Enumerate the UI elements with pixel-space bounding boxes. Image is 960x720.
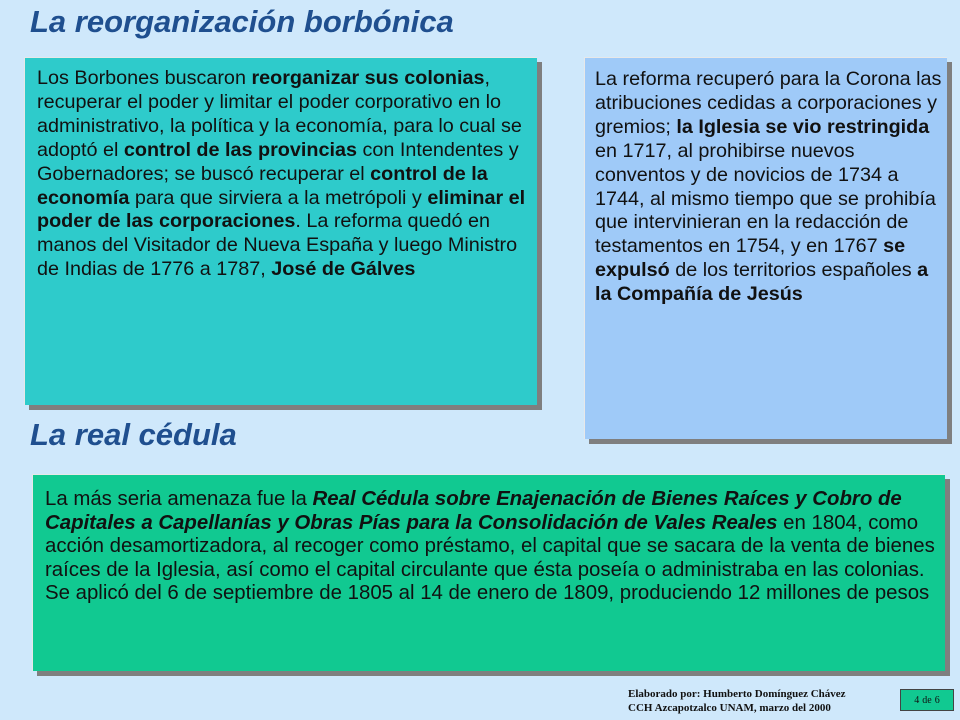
section-title: La real cédula bbox=[30, 417, 237, 452]
reforma-paragraph bbox=[595, 68, 943, 307]
text-run: , recuperar el poder y limitar el poder corporativo en lo administrativo, la política y la economía, para lo cual se adoptó el bbox=[37, 67, 522, 161]
borbones-paragraph bbox=[37, 67, 529, 282]
text-run: con Intendentes y Gobernadores; se buscó recuperar el bbox=[37, 138, 519, 185]
bold-run: control de la economía bbox=[37, 162, 488, 209]
text-run: Los Borbones buscaron bbox=[37, 67, 252, 89]
text-run: en 1717, al prohibirse nuevos conventos y de novicios de 1734 a 1744, al mismo tiempo que se prohibía que intervinieran en la redacción de testamentos en 1754, y en 1767 bbox=[595, 139, 936, 258]
bold-run: a la Compañía de Jesús bbox=[595, 259, 929, 306]
text-run: para que sirviera a la metrópoli y bbox=[129, 186, 428, 209]
page-separator: de bbox=[922, 694, 932, 706]
bold-run: la Iglesia se vio restringida bbox=[676, 115, 930, 138]
institution-line: CCH Azcapotzalco UNAM, marzo del 2000 bbox=[628, 702, 831, 714]
slide-title: La reorganización borbónica bbox=[30, 4, 454, 39]
bold-run: control de las provincias bbox=[123, 138, 357, 161]
text-run: La más seria amenaza fue la bbox=[45, 488, 313, 510]
page-current: 4 bbox=[914, 694, 920, 706]
reforma-text-box bbox=[584, 57, 947, 439]
bold-run: reorganizar sus colonias bbox=[251, 67, 485, 89]
borbones-text-box bbox=[24, 57, 537, 405]
text-run: en 1804, como acción desamortizadora, al recoger como préstamo, el capital que se sacara de la venta de bienes raíces de la Iglesia, así como el capital circulante que ésta poseía o administraba en las colonias. Se aplicó del 6 de septiembre de 1805 al 14 de enero de 1809, produciendo 12 millones de pesos bbox=[45, 511, 935, 605]
bold-italic-run: Real Cédula sobre Enajenación de Bienes Raíces y Cobro de Capitales a Capellanías y Obras Pías para la Consolidación de Vales Reales bbox=[45, 488, 902, 534]
text-run: La reforma recuperó para la Corona las atribuciones cedidas a corporaciones y gremios; bbox=[595, 68, 942, 138]
page-total: 6 bbox=[934, 694, 940, 706]
cedula-text-box bbox=[32, 474, 945, 671]
bold-run: se expulsó bbox=[595, 235, 906, 282]
cedula-paragraph bbox=[45, 488, 939, 606]
bold-run: eliminar el poder de las corporaciones bbox=[37, 186, 526, 233]
bold-run: José de Gálves bbox=[271, 258, 416, 281]
text-run: . La reforma quedó en manos del Visitador de Nueva España y luego Ministro de Indias de 1776 a 1787, bbox=[37, 210, 518, 281]
text-run: de los territorios españoles bbox=[669, 259, 918, 282]
author-line: Elaborado por: Humberto Domínguez Chávez bbox=[628, 688, 846, 700]
page-indicator bbox=[900, 689, 954, 711]
author-credit bbox=[628, 687, 846, 715]
